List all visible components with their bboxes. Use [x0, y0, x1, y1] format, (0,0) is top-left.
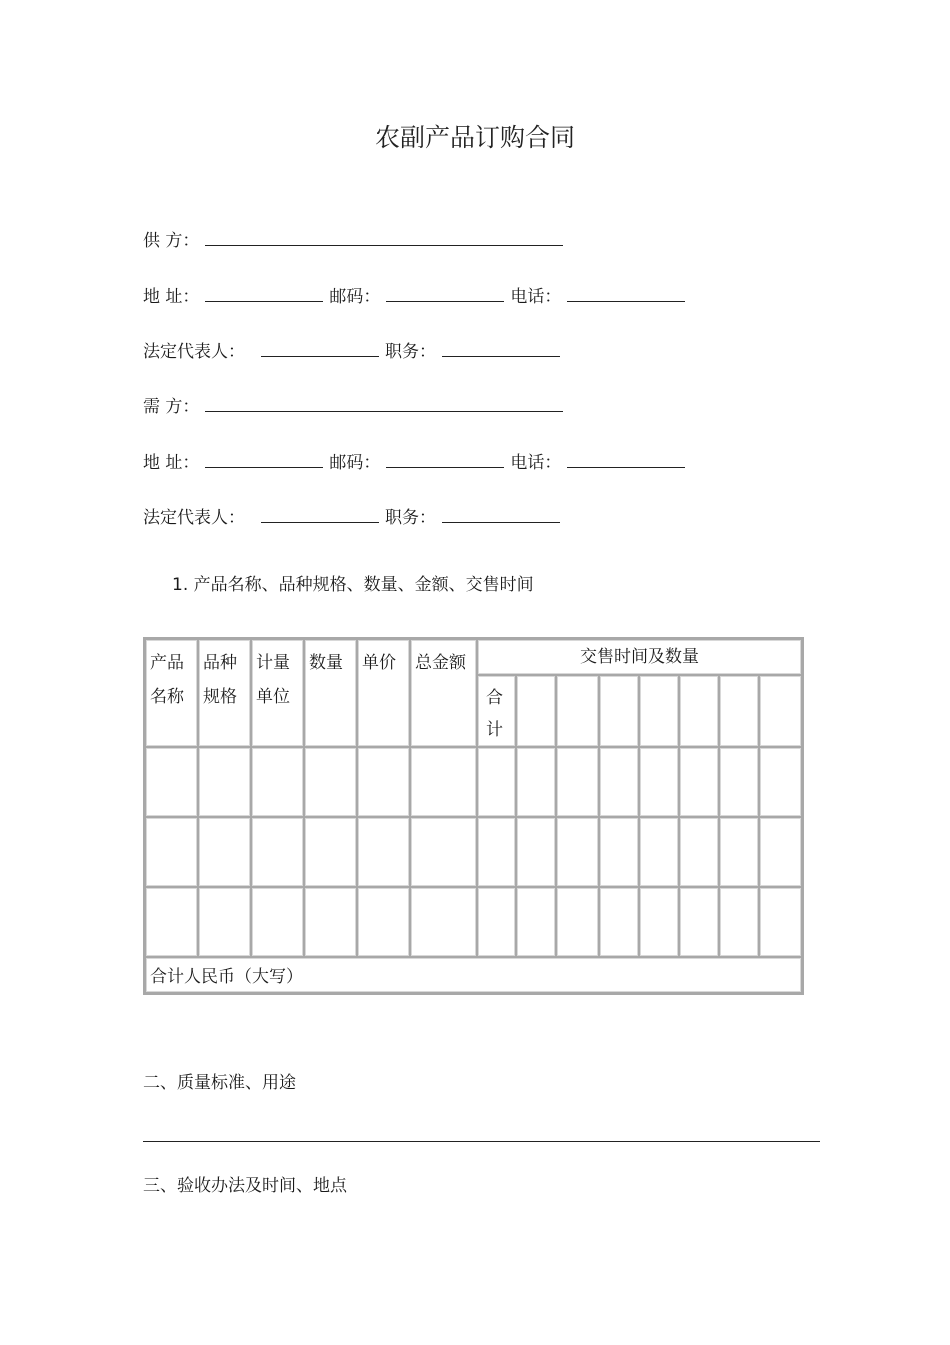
buyer-rep-label: 法定代表人： [143, 508, 245, 528]
supplier-postcode-label: 邮码： [329, 287, 381, 307]
product-table [143, 637, 804, 995]
table-cell[interactable] [477, 817, 516, 887]
supplier-contact-line [143, 284, 691, 310]
buyer-postcode-field[interactable] [386, 452, 504, 468]
buyer-rep-field[interactable] [261, 507, 379, 523]
sum-rmb-label: 合计人民币（大写） [145, 957, 802, 993]
table-cell[interactable] [759, 747, 802, 817]
table-sum-row [145, 957, 802, 993]
supplier-field[interactable] [205, 230, 563, 246]
table-cell[interactable] [556, 817, 599, 887]
buyer-label: 需 方： [143, 397, 200, 417]
table-cell[interactable] [410, 887, 477, 957]
table-cell[interactable] [357, 887, 410, 957]
buyer-address-field[interactable] [205, 452, 323, 468]
table-cell[interactable] [477, 887, 516, 957]
buyer-line [143, 394, 563, 420]
header-quantity: 数量 [304, 639, 357, 747]
supplier-postcode-field[interactable] [386, 286, 504, 302]
table-cell[interactable] [599, 817, 639, 887]
header-delivery-time: 交售时间及数量 [477, 639, 802, 675]
table-row [145, 887, 802, 957]
table-cell[interactable] [516, 817, 556, 887]
table-cell[interactable] [304, 817, 357, 887]
buyer-position-field[interactable] [442, 507, 560, 523]
table-cell[interactable] [599, 747, 639, 817]
buyer-position-label: 职务： [385, 508, 436, 528]
table-row [145, 747, 802, 817]
supplier-line [143, 228, 563, 254]
supplier-phone-field[interactable] [567, 286, 685, 302]
header-product-name: 产品 名称 [145, 639, 198, 747]
supplier-position-label: 职务： [385, 342, 436, 362]
supplier-position-field[interactable] [442, 341, 560, 357]
document-title: 农副产品订购合同 [374, 123, 575, 152]
buyer-field[interactable] [205, 396, 563, 412]
table-cell[interactable] [556, 747, 599, 817]
table-cell[interactable] [759, 817, 802, 887]
table-cell[interactable] [198, 887, 251, 957]
table-cell[interactable] [410, 817, 477, 887]
header-variety-spec: 品种 规格 [198, 639, 251, 747]
table-cell[interactable] [145, 817, 198, 887]
time-slot-cell[interactable] [516, 675, 556, 747]
table-cell[interactable] [679, 887, 719, 957]
table-cell[interactable] [304, 887, 357, 957]
table-cell[interactable] [639, 817, 679, 887]
table-cell[interactable] [198, 747, 251, 817]
supplier-address-field[interactable] [205, 286, 323, 302]
time-slot-cell[interactable] [759, 675, 802, 747]
buyer-address-label: 地 址： [143, 453, 200, 473]
table-cell[interactable] [599, 887, 639, 957]
supplier-rep-line [143, 339, 566, 365]
supplier-rep-field[interactable] [261, 341, 379, 357]
table-cell[interactable] [759, 887, 802, 957]
buyer-postcode-label: 邮码： [329, 453, 381, 473]
table-cell[interactable] [357, 747, 410, 817]
table-cell[interactable] [556, 887, 599, 957]
buyer-phone-field[interactable] [567, 452, 685, 468]
table-cell[interactable] [639, 887, 679, 957]
time-slot-cell[interactable] [556, 675, 599, 747]
table-cell[interactable] [719, 817, 759, 887]
header-unit-price: 单价 [357, 639, 410, 747]
time-slot-cell[interactable] [639, 675, 679, 747]
table-cell[interactable] [719, 887, 759, 957]
buyer-phone-label: 电话： [510, 453, 562, 473]
table-cell[interactable] [410, 747, 477, 817]
table-cell[interactable] [477, 747, 516, 817]
table-cell[interactable] [198, 817, 251, 887]
section-2-fill-line[interactable] [143, 1141, 820, 1142]
supplier-address-label: 地 址： [143, 287, 200, 307]
supplier-rep-label: 法定代表人： [143, 342, 245, 362]
time-slot-cell[interactable] [679, 675, 719, 747]
time-slot-cell[interactable] [719, 675, 759, 747]
table-cell[interactable] [251, 747, 304, 817]
table-cell[interactable] [145, 747, 198, 817]
table-cell[interactable] [639, 747, 679, 817]
table-row [145, 817, 802, 887]
supplier-label: 供 方： [143, 231, 200, 251]
table-cell[interactable] [516, 747, 556, 817]
table-cell[interactable] [679, 747, 719, 817]
table-cell[interactable] [251, 817, 304, 887]
table-header-row [145, 639, 802, 675]
header-unit: 计量 单位 [251, 639, 304, 747]
section-2-heading: 二、质量标准、用途 [143, 1073, 296, 1093]
section-1-heading: 1. 产品名称、品种规格、数量、金额、交售时间 [172, 575, 534, 595]
table-cell[interactable] [516, 887, 556, 957]
buyer-rep-line [143, 505, 566, 531]
header-total-amount: 总金额 [410, 639, 477, 747]
table-cell[interactable] [719, 747, 759, 817]
table-cell[interactable] [251, 887, 304, 957]
buyer-contact-line [143, 450, 691, 476]
section-3-heading: 三、验收办法及时间、地点 [143, 1176, 347, 1196]
header-total-col: 合 计 [477, 675, 516, 747]
supplier-phone-label: 电话： [510, 287, 562, 307]
table-cell[interactable] [679, 817, 719, 887]
table-cell[interactable] [304, 747, 357, 817]
time-slot-cell[interactable] [599, 675, 639, 747]
table-cell[interactable] [145, 887, 198, 957]
table-cell[interactable] [357, 817, 410, 887]
